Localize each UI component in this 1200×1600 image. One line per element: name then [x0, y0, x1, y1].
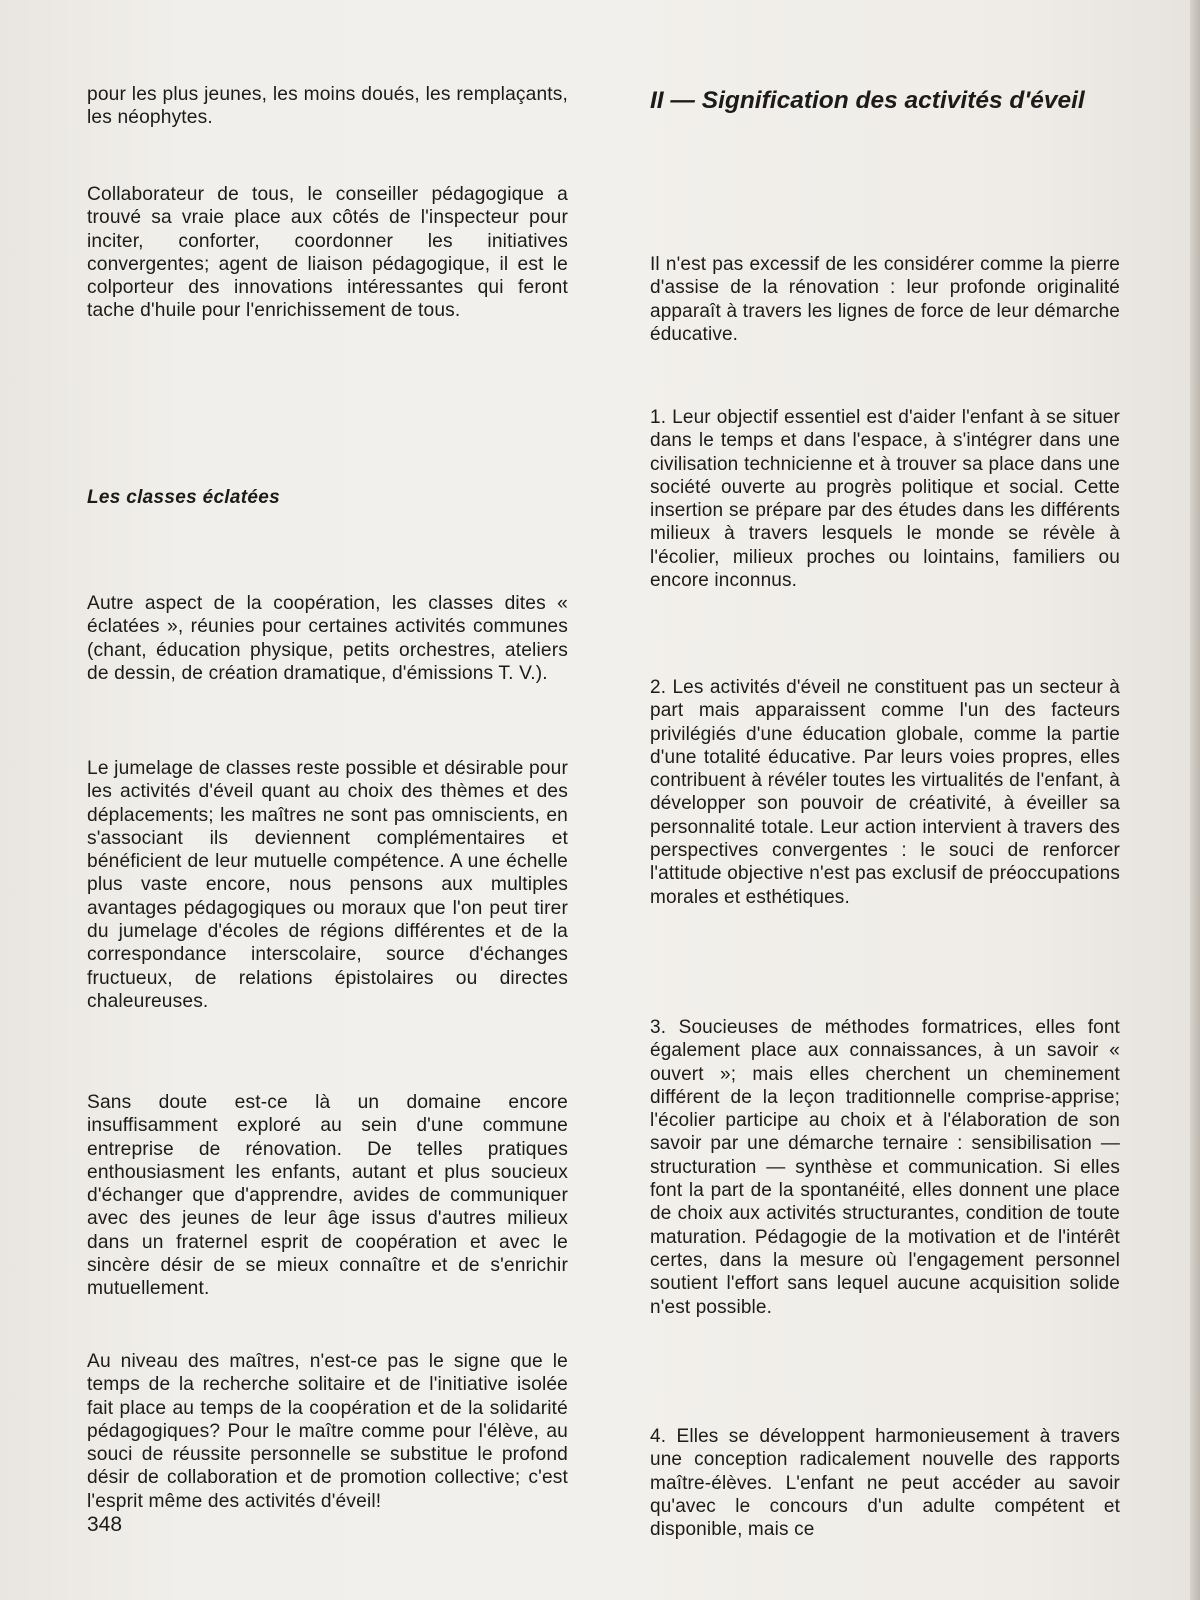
- page-number: 348: [87, 1513, 123, 1536]
- section-heading: II — Signification des activités d'éveil: [650, 87, 1085, 114]
- paragraph-conseiller-pedagogique: Collaborateur de tous, le conseiller pédagogique a trouvé sa vraie place aux côtés de l'inspecteur pour inciter, conforter, coordonner les initiatives convergentes; agent de liaison pédagogique, il est le colporteur des innovations intéressantes qui feront tache d'huile pour l'enrichissement de tous.: [87, 184, 568, 322]
- paragraph-section-intro: Il n'est pas excessif de les considérer comme la pierre d'assise de la rénovation : leur profonde originalité apparaît à travers les lignes de force de leur démarche éducative.: [650, 254, 1120, 345]
- paragraph-point-2: 2. Les activités d'éveil ne constituent pas un secteur à part mais apparaissent comme l'un des facteurs privilégiés d'une éducation globale, comme la partie d'une totalité éducative. Par leurs voies propres, elles contribuent à révéler toutes les virtualités de l'enfant, à développer son pouvoir de créativité, à éveiller sa personnalité totale. Leur action intervient à travers des perspectives convergentes : le souci de renforcer l'attitude objective n'est pas exclusif de préoccupations morales et esthétiques.: [650, 677, 1120, 908]
- subheading-classes-eclatees: Les classes éclatées: [87, 487, 280, 508]
- page-edge: [1190, 0, 1200, 1600]
- paragraph-intro-continuation: pour les plus jeunes, les moins doués, les remplaçants, les néophytes.: [87, 84, 568, 129]
- paragraph-point-1: 1. Leur objectif essentiel est d'aider l'enfant à se situer dans le temps et dans l'espace, à s'intégrer dans une civilisation technicienne et à trouver sa place dans une société ouverte au progrès politique et social. Cette insertion se prépare par des études dans les différents milieux à travers lesquels le monde se révèle à l'écolier, milieux proches ou lointains, familiers ou encore inconnus.: [650, 407, 1120, 592]
- paragraph-classes-eclatees: Autre aspect de la coopération, les classes dites « éclatées », réunies pour certaines activités communes (chant, éducation physique, petits orchestres, ateliers de dessin, de création dramatique, d'émissions T. V.).: [87, 593, 568, 684]
- paragraph-point-4: 4. Elles se développent harmonieusement à travers une conception radicalement nouvelle des rapports maître-élèves. L'enfant ne peut accéder au savoir qu'avec le concours d'un adulte compétent et disponible, mais ce: [650, 1426, 1120, 1541]
- paragraph-niveau-des-maitres: Au niveau des maîtres, n'est-ce pas le signe que le temps de la recherche solitaire et de l'initiative isolée fait place au temps de la coopération et de la solidarité pédagogiques? Pour le maître comme pour l'élève, au souci de réussite personnelle se substitue le profond désir de collaboration et de promotion collective; c'est l'esprit même des activités d'éveil!: [87, 1351, 568, 1512]
- paragraph-jumelage: Le jumelage de classes reste possible et désirable pour les activités d'éveil quant au choix des thèmes et des déplacements; les maîtres ne sont pas omniscients, en s'associant ils deviennent complémentaires et bénéficient de leur mutuelle compétence. A une échelle plus vaste encore, nous pensons aux multiples avantages pédagogiques ou moraux que l'on peut tirer du jumelage d'écoles de régions différentes et de la correspondance interscolaire, source d'échanges fructueux, de relations épistolaires ou directes chaleureuses.: [87, 758, 568, 1012]
- paragraph-sans-doute: Sans doute est-ce là un domaine encore insuffisamment exploré au sein d'une commune entreprise de rénovation. De telles pratiques enthousiasment les enfants, autant et plus soucieux d'échanger que d'apprendre, avides de communiquer avec des jeunes de leur âge issus d'autres milieux dans un fraternel esprit de coopération et avec le sincère désir de se mieux connaître et de s'enrichir mutuellement.: [87, 1092, 568, 1300]
- paragraph-point-3: 3. Soucieuses de méthodes formatrices, elles font également place aux connaissances, à un savoir « ouvert »; mais elles cherchent un cheminement différent de la leçon traditionnelle comprise-apprise; l'écolier participe au choix et à l'élaboration de son savoir par une démarche ternaire : sensibilisation — structuration — synthèse et communication. Si elles font la part de la spontanéité, elles donnent une place de choix aux activités structurantes, condition de toute maturation. Pédagogie de la motivation et de l'intérêt certes, dans la mesure où l'engagement personnel soutient l'effort sans lequel aucune acquisition solide n'est possible.: [650, 1017, 1120, 1318]
